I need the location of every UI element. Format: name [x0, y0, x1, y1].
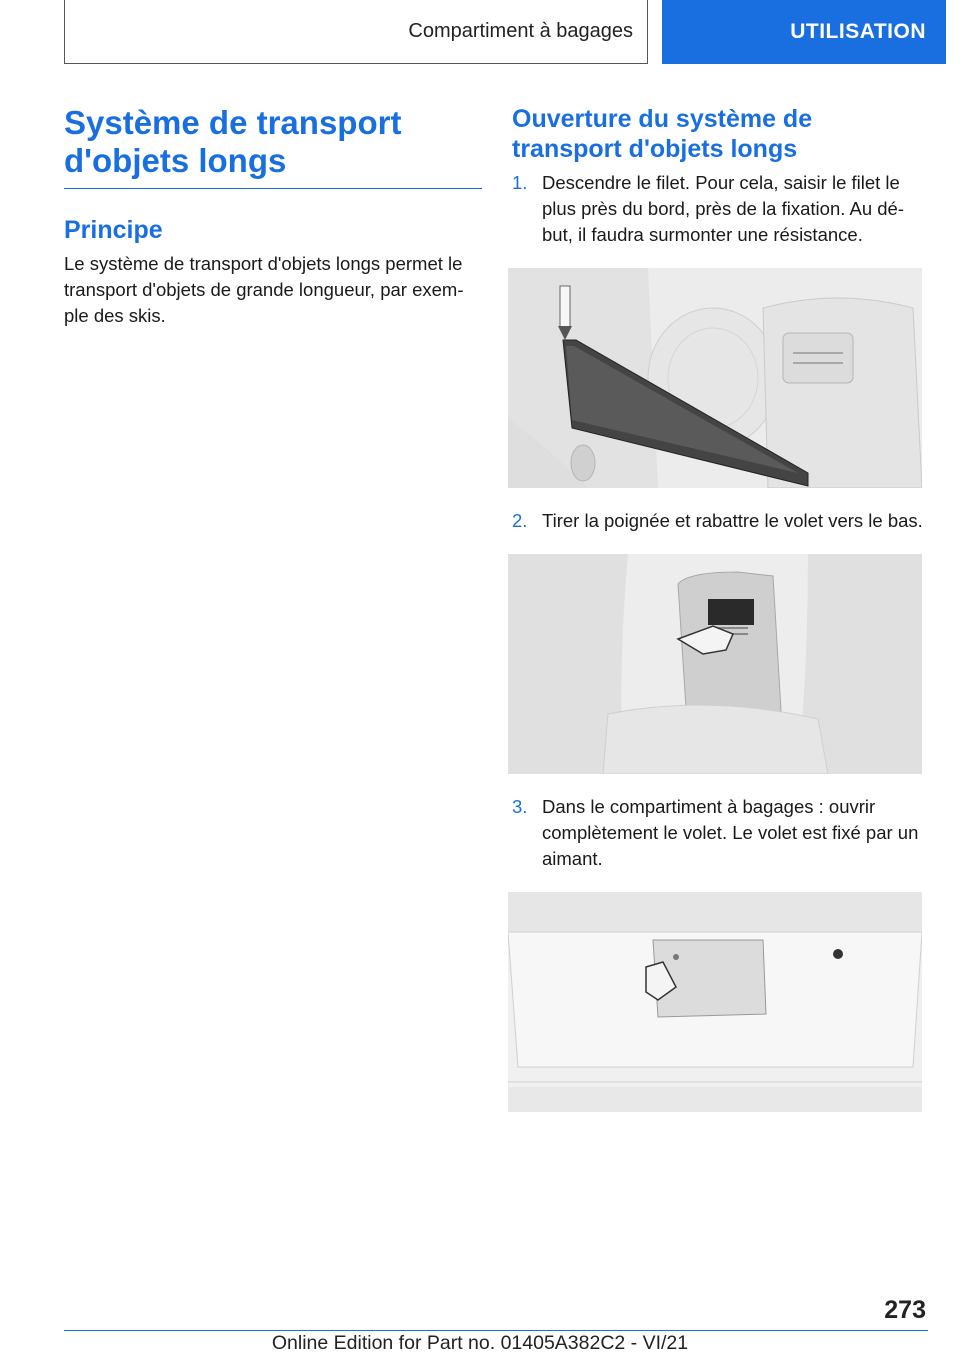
- trunk-flap-illustration: [508, 892, 922, 1112]
- step-2-text: Tirer la poignée et rabattre le volet vers le bas.: [542, 510, 923, 531]
- page-number: 273: [884, 1296, 926, 1324]
- step-3-text: Dans le compartiment à bagages : ouvrir complètement le volet. Le volet est fixé par un aimant.: [542, 796, 919, 869]
- opening-heading: [512, 104, 924, 164]
- step-1-text: Descendre le filet. Pour cela, saisir le filet le plus près du bord, près de la fixation. Au dé-but, il faudra surmonter une résistance.: [542, 172, 904, 245]
- step-2: [512, 508, 924, 534]
- opening-heading-line1: Ouverture du système de: [512, 105, 813, 133]
- flap-handle-illustration: [508, 554, 922, 774]
- main-title-line2: d'objets longs: [64, 142, 287, 179]
- right-column: [512, 104, 924, 1132]
- footer-divider: [64, 1330, 928, 1331]
- main-title-line1: Système de transport: [64, 104, 402, 141]
- footer-edition: Online Edition for Part no. 01405A382C2 - VI/21: [271, 1332, 689, 1354]
- step-1-number: 1.: [512, 172, 528, 193]
- principle-heading: Principe: [64, 216, 163, 244]
- left-column: [64, 104, 482, 329]
- step-3: [512, 794, 924, 872]
- header-section: [64, 0, 648, 64]
- step-1: [512, 170, 924, 248]
- header-chapter: [662, 0, 946, 64]
- header-chapter-title: UTILISATION: [790, 20, 926, 43]
- header-section-title: Compartiment à bagages: [408, 20, 633, 42]
- step-3-number: 3.: [512, 796, 528, 817]
- step-2-number: 2.: [512, 510, 528, 531]
- principle-text: Le système de transport d'objets longs permet le transport d'objets de grande longueur, par exem-ple des skis.: [64, 253, 464, 326]
- opening-heading-line2: transport d'objets longs: [512, 135, 798, 163]
- net-lowering-illustration: [508, 268, 922, 488]
- main-title: [64, 104, 482, 189]
